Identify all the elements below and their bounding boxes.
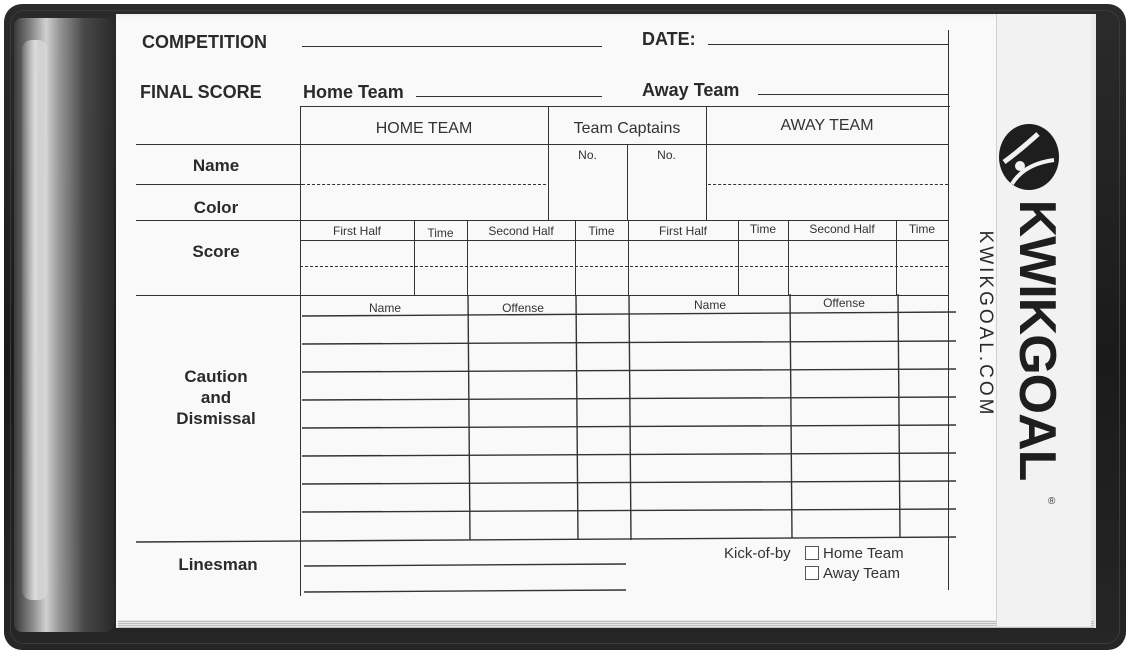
caution-row-line bbox=[302, 425, 956, 428]
caution-col-away-name: Name bbox=[693, 298, 726, 312]
caution-col-line bbox=[629, 296, 631, 540]
caution-bottom-line bbox=[136, 537, 956, 542]
captain-no-home: No. bbox=[578, 148, 597, 162]
home-team-header: HOME TEAM bbox=[375, 120, 473, 137]
captain-no-away: No. bbox=[657, 148, 676, 162]
score-col-away-first-half: First Half bbox=[659, 224, 707, 238]
kwikgoal-ball-icon bbox=[998, 122, 1060, 192]
caution-col-line bbox=[898, 294, 900, 538]
caution-col-away-offense: Offense bbox=[823, 296, 865, 310]
kickoff-home-label: Home Team bbox=[823, 545, 904, 562]
caution-label-line3: Dismissal bbox=[176, 409, 256, 428]
home-team-score-label: Home Team bbox=[303, 82, 404, 102]
away-team-header: AWAY TEAM bbox=[780, 117, 874, 134]
date-label: DATE: bbox=[642, 29, 696, 49]
brand-logo-text: KWIKGOAL bbox=[1008, 199, 1066, 481]
score-col-home-time-1: Time bbox=[427, 226, 454, 240]
caution-col-home-name: Name bbox=[368, 301, 401, 315]
kickoff-away-checkbox[interactable] bbox=[805, 566, 819, 580]
brand-registered-mark: ® bbox=[1048, 496, 1056, 507]
score-col-away-time-2: Time bbox=[908, 222, 936, 236]
caution-col-home-offense: Offense bbox=[502, 301, 544, 315]
caution-label-line1: Caution bbox=[184, 367, 248, 386]
brand-website: KWIKGOAL.COM bbox=[975, 230, 996, 418]
final-score-label: FINAL SCORE bbox=[140, 82, 262, 102]
kickoff-away-label: Away Team bbox=[823, 565, 900, 582]
caution-row-line bbox=[302, 509, 956, 512]
score-col-home-time-2: Time bbox=[588, 224, 615, 238]
score-col-away-second-half: Second Half bbox=[809, 222, 875, 236]
caution-row-line bbox=[302, 481, 956, 484]
caution-label-line2: and bbox=[200, 388, 232, 407]
caution-col-line bbox=[576, 296, 578, 540]
score-row-label: Score bbox=[192, 242, 240, 261]
color-row-label: Color bbox=[193, 198, 239, 217]
linesman-line-1 bbox=[304, 564, 626, 566]
team-captains-header: Team Captains bbox=[573, 120, 681, 137]
linesman-line-2 bbox=[304, 590, 626, 592]
kickoff-label: Kick-of-by bbox=[724, 545, 791, 562]
linesman-label: Linesman bbox=[178, 555, 258, 574]
score-col-home-first-half: First Half bbox=[333, 224, 381, 238]
caution-row-line bbox=[302, 453, 956, 456]
brand-logo bbox=[1004, 190, 1070, 500]
name-row-label: Name bbox=[192, 156, 240, 175]
caution-col-line bbox=[790, 294, 792, 538]
kickoff-home-checkbox[interactable] bbox=[805, 546, 819, 560]
caution-col-line bbox=[468, 296, 470, 540]
score-col-home-second-half: Second Half bbox=[488, 224, 554, 238]
away-team-score-label: Away Team bbox=[642, 80, 740, 100]
caution-row-line bbox=[302, 397, 956, 400]
score-col-away-time-1: Time bbox=[749, 222, 777, 236]
competition-label: COMPETITION bbox=[142, 32, 267, 52]
